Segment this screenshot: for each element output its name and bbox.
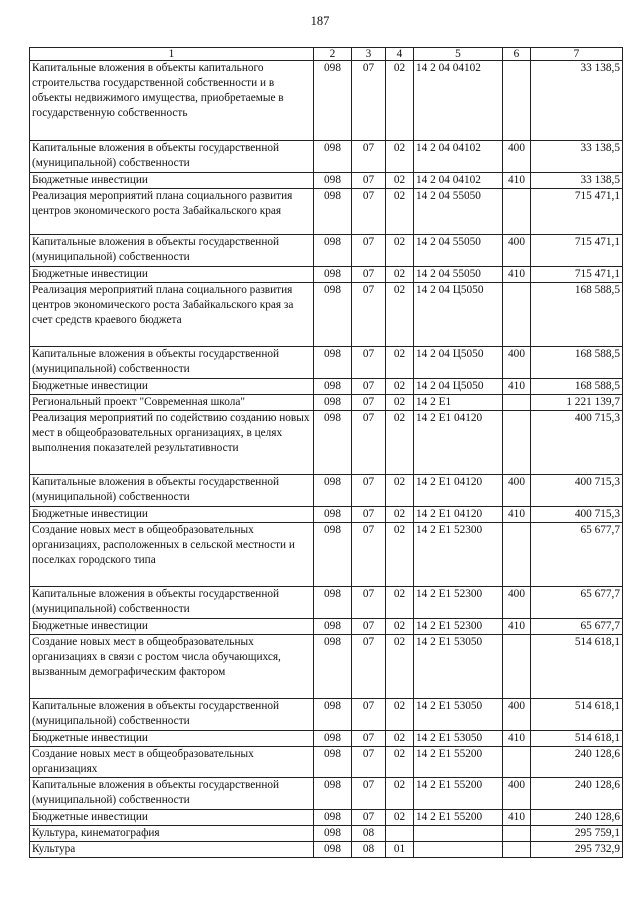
cell-expense-type (503, 826, 531, 842)
cell-grbs: 098 (314, 395, 352, 411)
cell-expense-type: 410 (503, 507, 531, 523)
table-row (30, 379, 623, 395)
cell-amount: 65 677,7 (531, 523, 623, 587)
cell-expense-type: 400 (503, 235, 531, 267)
header-row (30, 48, 623, 61)
cell-subsection: 02 (386, 347, 414, 379)
cell-section: 07 (352, 507, 386, 523)
cell-subsection: 02 (386, 379, 414, 395)
cell-expense-type: 410 (503, 731, 531, 747)
cell-expense-type (503, 61, 531, 141)
cell-name: Бюджетные инвестиции (30, 267, 314, 283)
cell-target-article: 14 2 E1 53050 (414, 699, 503, 731)
cell-name: Капитальные вложения в объекты государственной (муниципальной) собственности (30, 475, 314, 507)
cell-grbs: 098 (314, 778, 352, 810)
table-row (30, 587, 623, 619)
cell-grbs: 098 (314, 411, 352, 475)
cell-amount: 33 138,5 (531, 173, 623, 189)
cell-subsection: 02 (386, 475, 414, 507)
cell-expense-type (503, 189, 531, 235)
column-header-4: 4 (386, 48, 414, 61)
cell-amount: 240 128,6 (531, 778, 623, 810)
cell-name: Капитальные вложения в объекты государственной (муниципальной) собственности (30, 778, 314, 810)
cell-section: 07 (352, 810, 386, 826)
cell-expense-type (503, 411, 531, 475)
cell-expense-type: 400 (503, 699, 531, 731)
table-row (30, 523, 623, 587)
cell-subsection: 02 (386, 731, 414, 747)
cell-target-article: 14 2 04 04102 (414, 141, 503, 173)
table-row (30, 395, 623, 411)
cell-target-article: 14 2 04 55050 (414, 189, 503, 235)
table-row (30, 61, 623, 141)
cell-name: Бюджетные инвестиции (30, 507, 314, 523)
cell-name: Бюджетные инвестиции (30, 619, 314, 635)
cell-subsection: 02 (386, 61, 414, 141)
cell-amount: 168 588,5 (531, 379, 623, 395)
cell-subsection: 02 (386, 267, 414, 283)
cell-target-article: 14 2 04 Ц5050 (414, 347, 503, 379)
cell-name: Капитальные вложения в объекты государственной (муниципальной) собственности (30, 587, 314, 619)
cell-grbs: 098 (314, 507, 352, 523)
cell-section: 07 (352, 395, 386, 411)
cell-subsection: 02 (386, 619, 414, 635)
cell-grbs: 098 (314, 731, 352, 747)
cell-section: 07 (352, 379, 386, 395)
cell-section: 07 (352, 267, 386, 283)
cell-section: 07 (352, 587, 386, 619)
cell-amount: 240 128,6 (531, 810, 623, 826)
cell-section: 08 (352, 826, 386, 842)
cell-grbs: 098 (314, 842, 352, 858)
cell-grbs: 098 (314, 61, 352, 141)
cell-name: Региональный проект "Современная школа" (30, 395, 314, 411)
table-row (30, 731, 623, 747)
cell-amount: 715 471,1 (531, 189, 623, 235)
table-row (30, 747, 623, 778)
cell-name: Капитальные вложения в объекты государственной (муниципальной) собственности (30, 141, 314, 173)
cell-section: 07 (352, 475, 386, 507)
cell-name: Культура (30, 842, 314, 858)
cell-name: Реализация мероприятий плана социального развития центров экономического роста Забайкальского края за счет средств краевого бюджета (30, 283, 314, 347)
cell-expense-type: 410 (503, 379, 531, 395)
cell-target-article: 14 2 04 Ц5050 (414, 379, 503, 395)
cell-expense-type (503, 395, 531, 411)
cell-amount: 400 715,3 (531, 507, 623, 523)
cell-subsection: 01 (386, 842, 414, 858)
cell-target-article: 14 2 E1 (414, 395, 503, 411)
cell-amount: 715 471,1 (531, 267, 623, 283)
cell-amount: 65 677,7 (531, 587, 623, 619)
cell-subsection: 02 (386, 283, 414, 347)
cell-grbs: 098 (314, 523, 352, 587)
cell-name: Реализация мероприятий по содействию созданию новых мест в общеобразовательных организациях, в целях выполнения показателей результативности (30, 411, 314, 475)
cell-target-article (414, 826, 503, 842)
cell-grbs: 098 (314, 619, 352, 635)
cell-expense-type (503, 635, 531, 699)
cell-amount: 295 759,1 (531, 826, 623, 842)
table-row (30, 635, 623, 699)
column-header-5: 5 (414, 48, 503, 61)
cell-grbs: 098 (314, 141, 352, 173)
cell-target-article: 14 2 04 55050 (414, 235, 503, 267)
cell-subsection: 02 (386, 395, 414, 411)
table-row (30, 842, 623, 858)
cell-grbs: 098 (314, 283, 352, 347)
cell-name: Создание новых мест в общеобразовательных организациях, расположенных в сельской местности и поселках городского типа (30, 523, 314, 587)
cell-subsection: 02 (386, 587, 414, 619)
cell-name: Бюджетные инвестиции (30, 810, 314, 826)
cell-subsection: 02 (386, 699, 414, 731)
cell-amount: 400 715,3 (531, 411, 623, 475)
cell-section: 07 (352, 189, 386, 235)
table-row (30, 283, 623, 347)
cell-expense-type: 410 (503, 267, 531, 283)
cell-expense-type: 410 (503, 173, 531, 189)
cell-name: Бюджетные инвестиции (30, 173, 314, 189)
cell-target-article: 14 2 E1 53050 (414, 731, 503, 747)
cell-subsection: 02 (386, 173, 414, 189)
cell-target-article: 14 2 E1 52300 (414, 619, 503, 635)
cell-section: 07 (352, 635, 386, 699)
cell-target-article: 14 2 E1 55200 (414, 778, 503, 810)
cell-grbs: 098 (314, 189, 352, 235)
cell-subsection: 02 (386, 141, 414, 173)
cell-expense-type: 400 (503, 347, 531, 379)
cell-amount: 33 138,5 (531, 141, 623, 173)
cell-section: 07 (352, 283, 386, 347)
cell-target-article (414, 842, 503, 858)
cell-grbs: 098 (314, 173, 352, 189)
cell-target-article: 14 2 E1 55200 (414, 747, 503, 778)
table-row (30, 619, 623, 635)
cell-grbs: 098 (314, 587, 352, 619)
cell-subsection: 02 (386, 523, 414, 587)
cell-expense-type: 410 (503, 619, 531, 635)
cell-expense-type: 400 (503, 141, 531, 173)
column-header-2: 2 (314, 48, 352, 61)
cell-name: Создание новых мест в общеобразовательных организациях (30, 747, 314, 778)
table-row (30, 507, 623, 523)
table-row (30, 141, 623, 173)
cell-section: 07 (352, 411, 386, 475)
cell-name: Бюджетные инвестиции (30, 731, 314, 747)
column-header-7: 7 (531, 48, 623, 61)
cell-target-article: 14 2 E1 52300 (414, 587, 503, 619)
cell-expense-type: 400 (503, 475, 531, 507)
cell-target-article: 14 2 E1 53050 (414, 635, 503, 699)
cell-section: 07 (352, 347, 386, 379)
cell-target-article: 14 2 04 04102 (414, 173, 503, 189)
cell-amount: 65 677,7 (531, 619, 623, 635)
cell-grbs: 098 (314, 475, 352, 507)
cell-section: 07 (352, 173, 386, 189)
column-header-6: 6 (503, 48, 531, 61)
cell-subsection: 02 (386, 810, 414, 826)
cell-target-article: 14 2 04 55050 (414, 267, 503, 283)
cell-subsection: 02 (386, 189, 414, 235)
table-row (30, 475, 623, 507)
cell-expense-type (503, 842, 531, 858)
cell-subsection: 02 (386, 747, 414, 778)
cell-amount: 514 618,1 (531, 731, 623, 747)
cell-expense-type: 400 (503, 587, 531, 619)
cell-expense-type (503, 747, 531, 778)
cell-amount: 33 138,5 (531, 61, 623, 141)
cell-name: Капитальные вложения в объекты государственной (муниципальной) собственности (30, 699, 314, 731)
cell-section: 07 (352, 235, 386, 267)
column-header-1: 1 (30, 48, 314, 61)
table-row (30, 778, 623, 810)
cell-name: Капитальные вложения в объекты государственной (муниципальной) собственности (30, 347, 314, 379)
cell-grbs: 098 (314, 635, 352, 699)
cell-expense-type (503, 523, 531, 587)
cell-grbs: 098 (314, 747, 352, 778)
cell-name: Создание новых мест в общеобразовательных организациях в связи с ростом числа обучающихся, вызванным демографическим фактором (30, 635, 314, 699)
table-row (30, 810, 623, 826)
cell-target-article: 14 2 E1 55200 (414, 810, 503, 826)
cell-amount: 514 618,1 (531, 635, 623, 699)
cell-section: 07 (352, 523, 386, 587)
table-row (30, 826, 623, 842)
cell-amount: 715 471,1 (531, 235, 623, 267)
cell-amount: 240 128,6 (531, 747, 623, 778)
cell-section: 07 (352, 731, 386, 747)
cell-section: 07 (352, 61, 386, 141)
cell-target-article: 14 2 E1 04120 (414, 507, 503, 523)
table-row (30, 235, 623, 267)
cell-target-article: 14 2 E1 04120 (414, 475, 503, 507)
table-row (30, 699, 623, 731)
cell-grbs: 098 (314, 347, 352, 379)
cell-name: Капитальные вложения в объекты государственной (муниципальной) собственности (30, 235, 314, 267)
column-header-3: 3 (352, 48, 386, 61)
cell-section: 07 (352, 699, 386, 731)
cell-name: Культура, кинематография (30, 826, 314, 842)
table-row (30, 347, 623, 379)
cell-expense-type: 400 (503, 778, 531, 810)
cell-expense-type: 410 (503, 810, 531, 826)
cell-target-article: 14 2 E1 52300 (414, 523, 503, 587)
cell-name: Бюджетные инвестиции (30, 379, 314, 395)
cell-target-article: 14 2 04 Ц5050 (414, 283, 503, 347)
cell-section: 07 (352, 619, 386, 635)
cell-expense-type (503, 283, 531, 347)
cell-amount: 168 588,5 (531, 283, 623, 347)
cell-target-article: 14 2 E1 04120 (414, 411, 503, 475)
cell-amount: 400 715,3 (531, 475, 623, 507)
cell-grbs: 098 (314, 699, 352, 731)
cell-subsection: 02 (386, 411, 414, 475)
cell-target-article: 14 2 04 04102 (414, 61, 503, 141)
table-row (30, 189, 623, 235)
budget-table (29, 47, 623, 858)
cell-section: 07 (352, 778, 386, 810)
cell-amount: 168 588,5 (531, 347, 623, 379)
cell-subsection: 02 (386, 235, 414, 267)
cell-section: 07 (352, 747, 386, 778)
cell-grbs: 098 (314, 810, 352, 826)
cell-subsection: 02 (386, 507, 414, 523)
table-row (30, 173, 623, 189)
cell-grbs: 098 (314, 235, 352, 267)
cell-section: 07 (352, 141, 386, 173)
cell-subsection: 02 (386, 778, 414, 810)
page-number: 187 (310, 14, 330, 28)
cell-subsection (386, 826, 414, 842)
cell-subsection: 02 (386, 635, 414, 699)
cell-section: 08 (352, 842, 386, 858)
cell-grbs: 098 (314, 267, 352, 283)
table-row (30, 267, 623, 283)
cell-name: Реализация мероприятий плана социального развития центров экономического роста Забайкальского края (30, 189, 314, 235)
cell-grbs: 098 (314, 379, 352, 395)
table-row (30, 411, 623, 475)
cell-grbs: 098 (314, 826, 352, 842)
cell-amount: 514 618,1 (531, 699, 623, 731)
cell-amount: 295 732,9 (531, 842, 623, 858)
cell-name: Капитальные вложения в объекты капитального строительства государственной собственности и в объекты недвижимого имущества, приобретаемые в государственную собственность (30, 61, 314, 141)
cell-amount: 1 221 139,7 (531, 395, 623, 411)
